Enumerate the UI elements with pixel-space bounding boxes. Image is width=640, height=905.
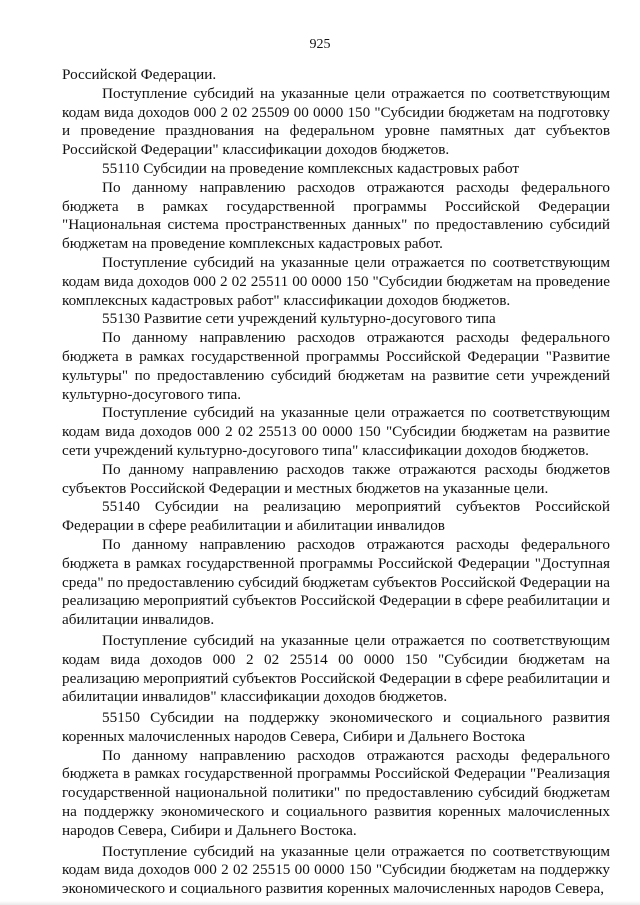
scan-edge	[0, 901, 640, 905]
paragraph: По данному направлению расходов отражаются расходы федерального бюджета в рамках государственной программы Российской Федерации "Доступная среда" по предоставлению субсидий бюджетам субъектов Российской Федерации на реализацию мероприятий субъектов Российской Федерации в сфере реабилитации и абилитации инвалидов.	[62, 535, 610, 629]
document-body	[62, 66, 610, 899]
paragraph: По данному направлению расходов отражаются расходы федерального бюджета в рамках государственной программы Российской Федерации "Национальная система пространственных данных" по предоставлению субсидий бюджетам на проведение комплексных кадастровых работ.	[62, 178, 610, 253]
paragraph: Поступление субсидий на указанные цели отражается по соответствующим кодам вида доходов 000 2 02 25513 00 0000 150 "Субсидии бюджетам на развитие сети учреждений культурно-досугового типа" классификации доходов бюджетов.	[62, 404, 610, 459]
page-number: 925	[309, 37, 331, 52]
paragraph: По данному направлению расходов отражаются расходы федерального бюджета в рамках государственной программы Российской Федерации "Развитие культуры" по предоставлению субсидий бюджетам на развитие сети учреждений культурно-досугового типа.	[62, 329, 610, 403]
section-heading-55110: 55110 Субсидии на проведение комплексных кадастровых работ	[102, 159, 519, 177]
paragraph-continuation: Российской Федерации.	[62, 66, 217, 83]
section-heading-55140: 55140 Субсидии на реализацию мероприятий субъектов Российской Федерации в сфере реабилитации и абилитации инвалидов	[62, 498, 610, 535]
section-heading-55150: 55150 Субсидии на поддержку экономического и социального развития коренных малочисленных народов Севера, Сибири и Дальнего Востока	[62, 709, 610, 745]
paragraph: Поступление субсидий на указанные цели отражается по соответствующим кодам вида доходов 000 2 02 25511 00 0000 150 "Субсидии бюджетам на проведение комплексных кадастровых работ" классификации доходов бюджетов.	[62, 253, 610, 309]
paragraph: Поступление субсидий на указанные цели отражается по соответствующим кодам вида доходов 000 2 02 25514 00 0000 150 "Субсидии бюджетам на реализацию мероприятий субъектов Российской Федерации в сфере реабилитации и абилитации инвалидов" классификации доходов бюджетов.	[62, 631, 610, 706]
paragraph: По данному направлению расходов отражаются расходы федерального бюджета в рамках государственной программы Российской Федерации "Реализация государственной национальной политики" по предоставлению субсидий бюджетам на поддержку экономического и социального развития коренных малочисленных народов Севера, Сибири и Дальнего Востока.	[62, 746, 610, 839]
paragraph: По данному направлению расходов также отражаются расходы бюджетов субъектов Российской Федерации и местных бюджетов на указанные цели.	[62, 460, 610, 497]
paragraph: Поступление субсидий на указанные цели отражается по соответствующим кодам вида доходов 000 2 02 25509 00 0000 150 "Субсидии бюджетам на подготовку и проведение празднования на федеральном уровне памятных дат субъектов Российской Федерации" классификации доходов бюджетов.	[62, 84, 610, 159]
section-heading-55130: 55130 Развитие сети учреждений культурно-досугового типа	[102, 310, 496, 328]
paragraph: Поступление субсидий на указанные цели отражается по соответствующим кодам вида доходов 000 2 02 25515 00 0000 150 "Субсидии бюджетам на поддержку экономического и социального развития коренных малочисленных народов Севера,	[62, 842, 610, 898]
